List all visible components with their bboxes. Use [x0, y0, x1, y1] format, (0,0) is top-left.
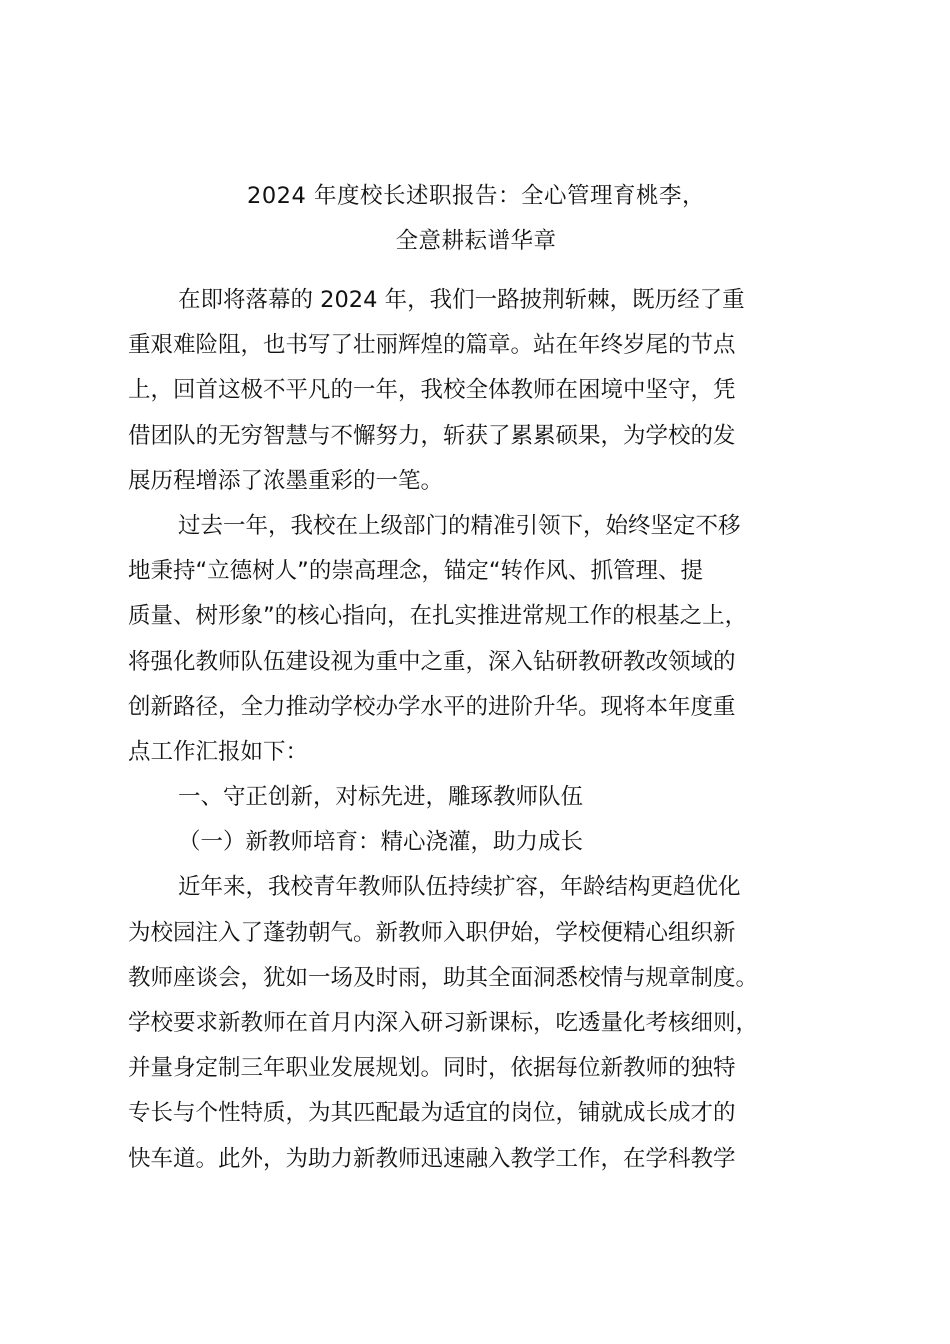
paragraph-2-line-5: 创新路径，全力推动学校办学水平的进阶升华。现将本年度重 — [128, 693, 736, 720]
paragraph-2-line-4: 将强化教师队伍建设视为重中之重，深入钻研教研教改领域的 — [128, 648, 736, 675]
paragraph-2-line-2: 地秉持“立德树人”的崇高理念，锚定“转作风、抓管理、提 — [128, 558, 703, 585]
paragraph-2-line-1: 过去一年，我校在上级部门的精准引领下，始终坚定不移 — [178, 512, 741, 539]
paragraph-1-line-5: 展历程增添了浓墨重彩的一笔。 — [128, 467, 444, 494]
paragraph-3-line-1: 近年来，我校青年教师队伍持续扩容，年龄结构更趋优化 — [178, 874, 741, 901]
paragraph-2-line-3: 质量、树形象”的核心指向，在扎实推进常规工作的根基之上， — [128, 603, 748, 630]
section-heading-1: 一、守正创新，对标先进，雕琢教师队伍 — [178, 784, 584, 811]
paragraph-1-line-4: 借团队的无穷智慧与不懈努力，斩获了累累硕果，为学校的发 — [128, 422, 736, 449]
document-title — [120, 174, 832, 264]
title-line-1: 2024 年度校长述职报告：全心管理育桃李， — [247, 183, 705, 209]
paragraph-3-line-4: 学校要求新教师在首月内深入研习新课标，吃透量化考核细则， — [128, 1010, 759, 1036]
paragraph-3-line-7: 快车道。此外，为助力新教师迅速融入教学工作，在学科教学 — [128, 1145, 736, 1172]
paragraph-3-line-2: 为校园注入了蓬勃朝气。新教师入职伊始，学校便精心组织新 — [128, 919, 736, 946]
paragraph-3-line-3: 教师座谈会，犹如一场及时雨，助其全面洞悉校情与规章制度。 — [128, 964, 759, 991]
document-body — [128, 278, 832, 1182]
subsection-heading-1: （一）新教师培育：精心浇灌，助力成长 — [178, 829, 584, 856]
paragraph-3-line-6: 专长与个性特质，为其匹配最为适宜的岗位，铺就成长成才的 — [128, 1100, 736, 1127]
paragraph-3-line-5: 并量身定制三年职业发展规划。同时，依据每位新教师的独特 — [128, 1055, 736, 1082]
paragraph-2-line-6: 点工作汇报如下： — [128, 738, 309, 765]
paragraph-1-line-1: 在即将落幕的 2024 年，我们一路披荆斩棘，既历经了重 — [178, 287, 745, 313]
paragraph-1-line-3: 上，回首这极不平凡的一年，我校全体教师在困境中坚守，凭 — [128, 377, 736, 404]
title-line-2: 全意耕耘谱华章 — [395, 228, 557, 255]
paragraph-1-line-2: 重艰难险阻，也书写了壮丽辉煌的篇章。站在年终岁尾的节点 — [128, 332, 736, 359]
